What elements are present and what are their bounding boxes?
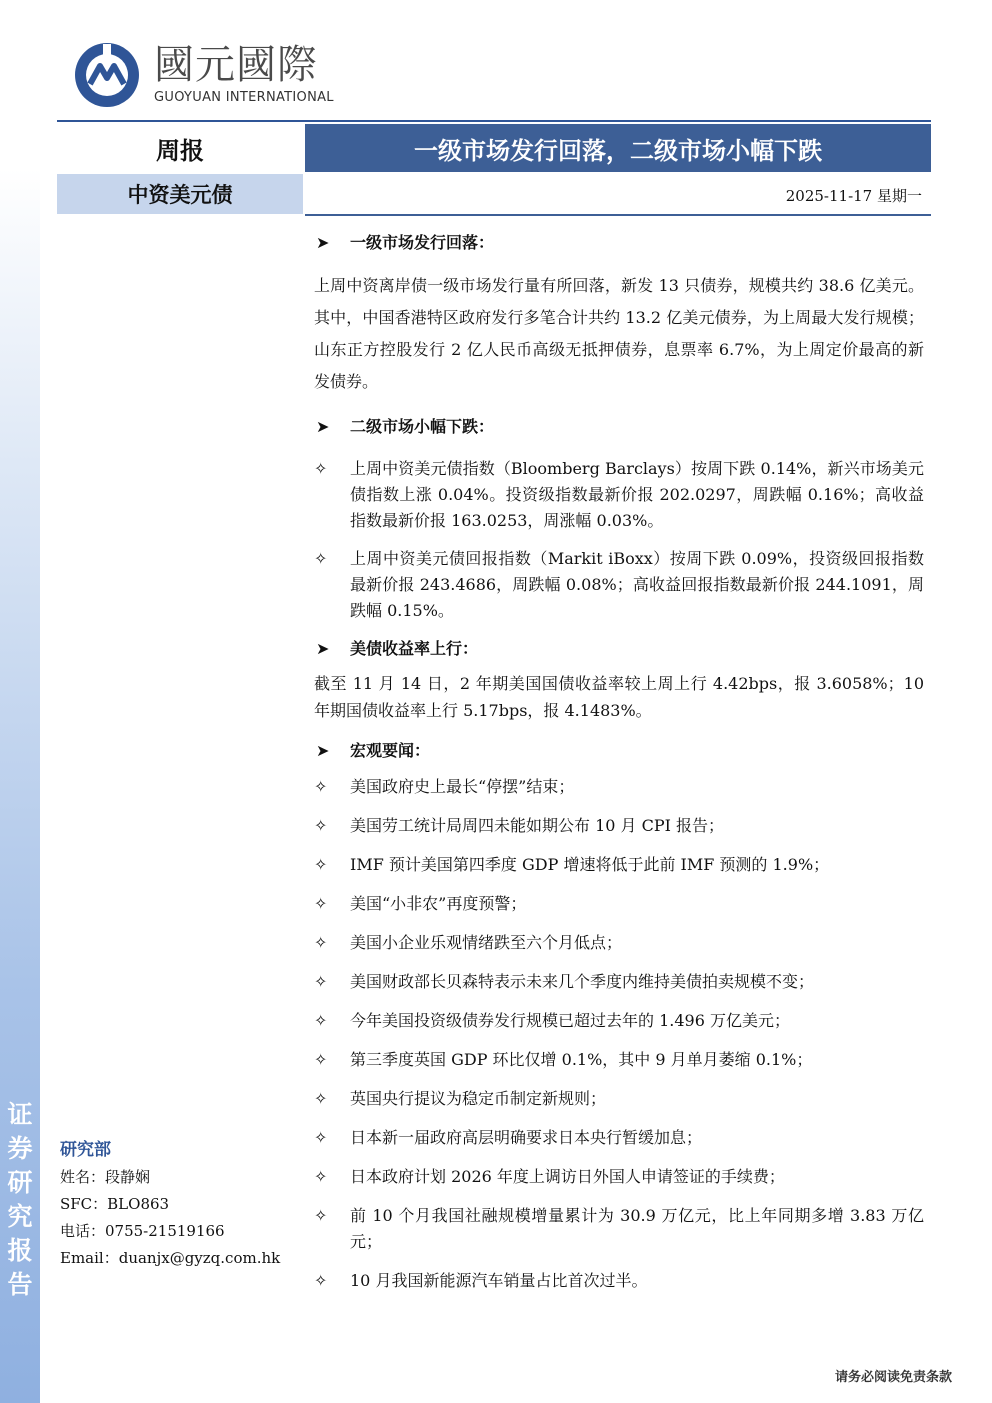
section-heading [314,228,924,258]
list-item-text: 英国央行提议为稳定币制定新规则； [350,1089,607,1108]
arrow-right-icon: ➤ [316,233,330,252]
analyst-sfc: SFC：BLO863 [60,1195,170,1213]
list-item-text: 美国小企业乐观情绪跌至六个月低点； [350,933,623,952]
header-top-rule [57,120,931,122]
section-heading [314,634,924,664]
diamond-star-icon: ✧ [314,1089,328,1108]
logo-name-en: GUOYUAN INTERNATIONAL [154,90,334,105]
vertical-char: 证 [7,1100,33,1129]
diamond-star-icon: ✧ [314,1128,328,1147]
vertical-report-label [4,1098,36,1302]
vertical-char: 券 [7,1134,33,1163]
list-item-text: 日本新一届政府高层明确要求日本央行暂缓加息； [350,1128,703,1147]
diamond-star-icon: ✧ [314,1050,328,1069]
list-item [314,546,924,624]
list-item [314,969,924,995]
list-item [314,1047,924,1073]
analyst-phone: 电话：0755-21519166 [60,1222,225,1240]
report-date: 2025-11-17 星期一 [785,187,922,205]
list-item [314,813,924,839]
diamond-star-icon: ✧ [314,459,328,478]
list-item [314,1125,924,1151]
analyst-contact [60,1136,290,1272]
diamond-star-icon: ✧ [314,894,328,913]
list-item-text: 上周中资美元债回报指数（Markit iBoxx）按周下跌 0.09%，投资级回报指数最新价报 243.4686，周跌幅 0.08%；高收益回报指数最新价报 244.1091，周跌幅 0.15%。 [350,549,924,620]
vertical-char: 告 [7,1270,33,1299]
list-item-text: 美国劳工统计局周四未能如期公布 10 月 CPI 报告； [350,816,725,835]
list-item [314,1203,924,1255]
report-body [314,228,924,1294]
section-heading-text: 美债收益率上行： [350,639,479,658]
diamond-star-icon: ✧ [314,972,328,991]
list-item-text: 第三季度英国 GDP 环比仅增 0.1%，其中 9 月单月萎缩 0.1%； [350,1050,813,1069]
list-item [314,774,924,800]
disclaimer-note: 请务必阅读免责条款 [834,1370,952,1385]
vertical-char: 报 [7,1236,33,1265]
header-bottom-rule [305,214,931,216]
list-item [314,891,924,917]
list-item-text: 今年美国投资级债券发行规模已超过去年的 1.496 万亿美元； [350,1011,790,1030]
list-item-text: 前 10 个月我国社融规模增量累计为 30.9 万亿元，比上年同期多增 3.83 万亿元； [350,1206,924,1251]
list-item-text: 美国“小非农”再度预警； [350,894,527,913]
list-item [314,852,924,878]
list-item [314,456,924,534]
diamond-star-icon: ✧ [314,1271,328,1290]
arrow-right-icon: ➤ [316,417,330,436]
analyst-email: Email：duanjx@gyzq.com.hk [60,1249,281,1267]
list-item-text: 日本政府计划 2026 年度上调访日外国人申请签证的手续费； [350,1167,785,1186]
section-heading-text: 二级市场小幅下跌： [350,417,495,436]
list-item-text: IMF 预计美国第四季度 GDP 增速将低于此前 IMF 预测的 1.9%； [350,855,830,874]
company-logo [72,40,342,112]
diamond-star-icon: ✧ [314,1206,328,1225]
list-item-text: 美国政府史上最长“停摆”结束； [350,777,575,796]
report-category: 中资美元债 [57,174,303,214]
vertical-char: 研 [7,1168,33,1197]
arrow-right-icon: ➤ [316,741,330,760]
vertical-char: 究 [7,1202,33,1231]
report-type: 周报 [156,135,204,165]
logo-name-cn: 國元國際 [154,42,318,88]
list-item [314,1008,924,1034]
diamond-star-icon: ✧ [314,933,328,952]
diamond-star-icon: ✧ [314,816,328,835]
diamond-star-icon: ✧ [314,1167,328,1186]
report-title: 一级市场发行回落，二级市场小幅下跌 [305,124,931,172]
section-heading-text: 一级市场发行回落： [350,233,495,252]
list-item-text: 美国财政部长贝森特表示未来几个季度内维持美债拍卖规模不变； [350,972,815,991]
analyst-name: 姓名：段静娴 [60,1168,151,1186]
logo-mark-icon [72,40,142,110]
diamond-star-icon: ✧ [314,549,328,568]
department-name: 研究部 [60,1140,111,1160]
section-paragraph: 截至 11 月 14 日，2 年期美国国债收益率较上周上行 4.42bps，报 3.6058%；10 年期国债收益率上行 5.17bps，报 4.1483%。 [314,674,924,720]
diamond-star-icon: ✧ [314,777,328,796]
arrow-right-icon: ➤ [316,639,330,658]
list-item-text: 上周中资美元债指数（Bloomberg Barclays）按周下跌 0.14%，新兴市场美元债指数上涨 0.04%。投资级指数最新价报 202.0297，周跌幅 0.16%；高收益指数最新价报 163.0253，周涨幅 0.03%。 [350,459,924,530]
diamond-star-icon: ✧ [314,855,328,874]
diamond-star-icon: ✧ [314,1011,328,1030]
list-item [314,930,924,956]
section-heading-text: 宏观要闻： [350,741,431,760]
section-heading [314,412,924,442]
section-heading [314,736,924,766]
list-item [314,1086,924,1112]
section-paragraph: 上周中资离岸债一级市场发行量有所回落，新发 13 只债券，规模共约 38.6 亿美元。其中，中国香港特区政府发行多笔合计共约 13.2 亿美元债券，为上周最大发行规模；山东正方控股发行 2 亿人民币高级无抵押债券，息票率 6.7%，为上周定价最高的新发债券。 [314,276,924,391]
list-item [314,1268,924,1294]
list-item-text: 10 月我国新能源汽车销量占比首次过半。 [350,1271,648,1290]
list-item [314,1164,924,1190]
